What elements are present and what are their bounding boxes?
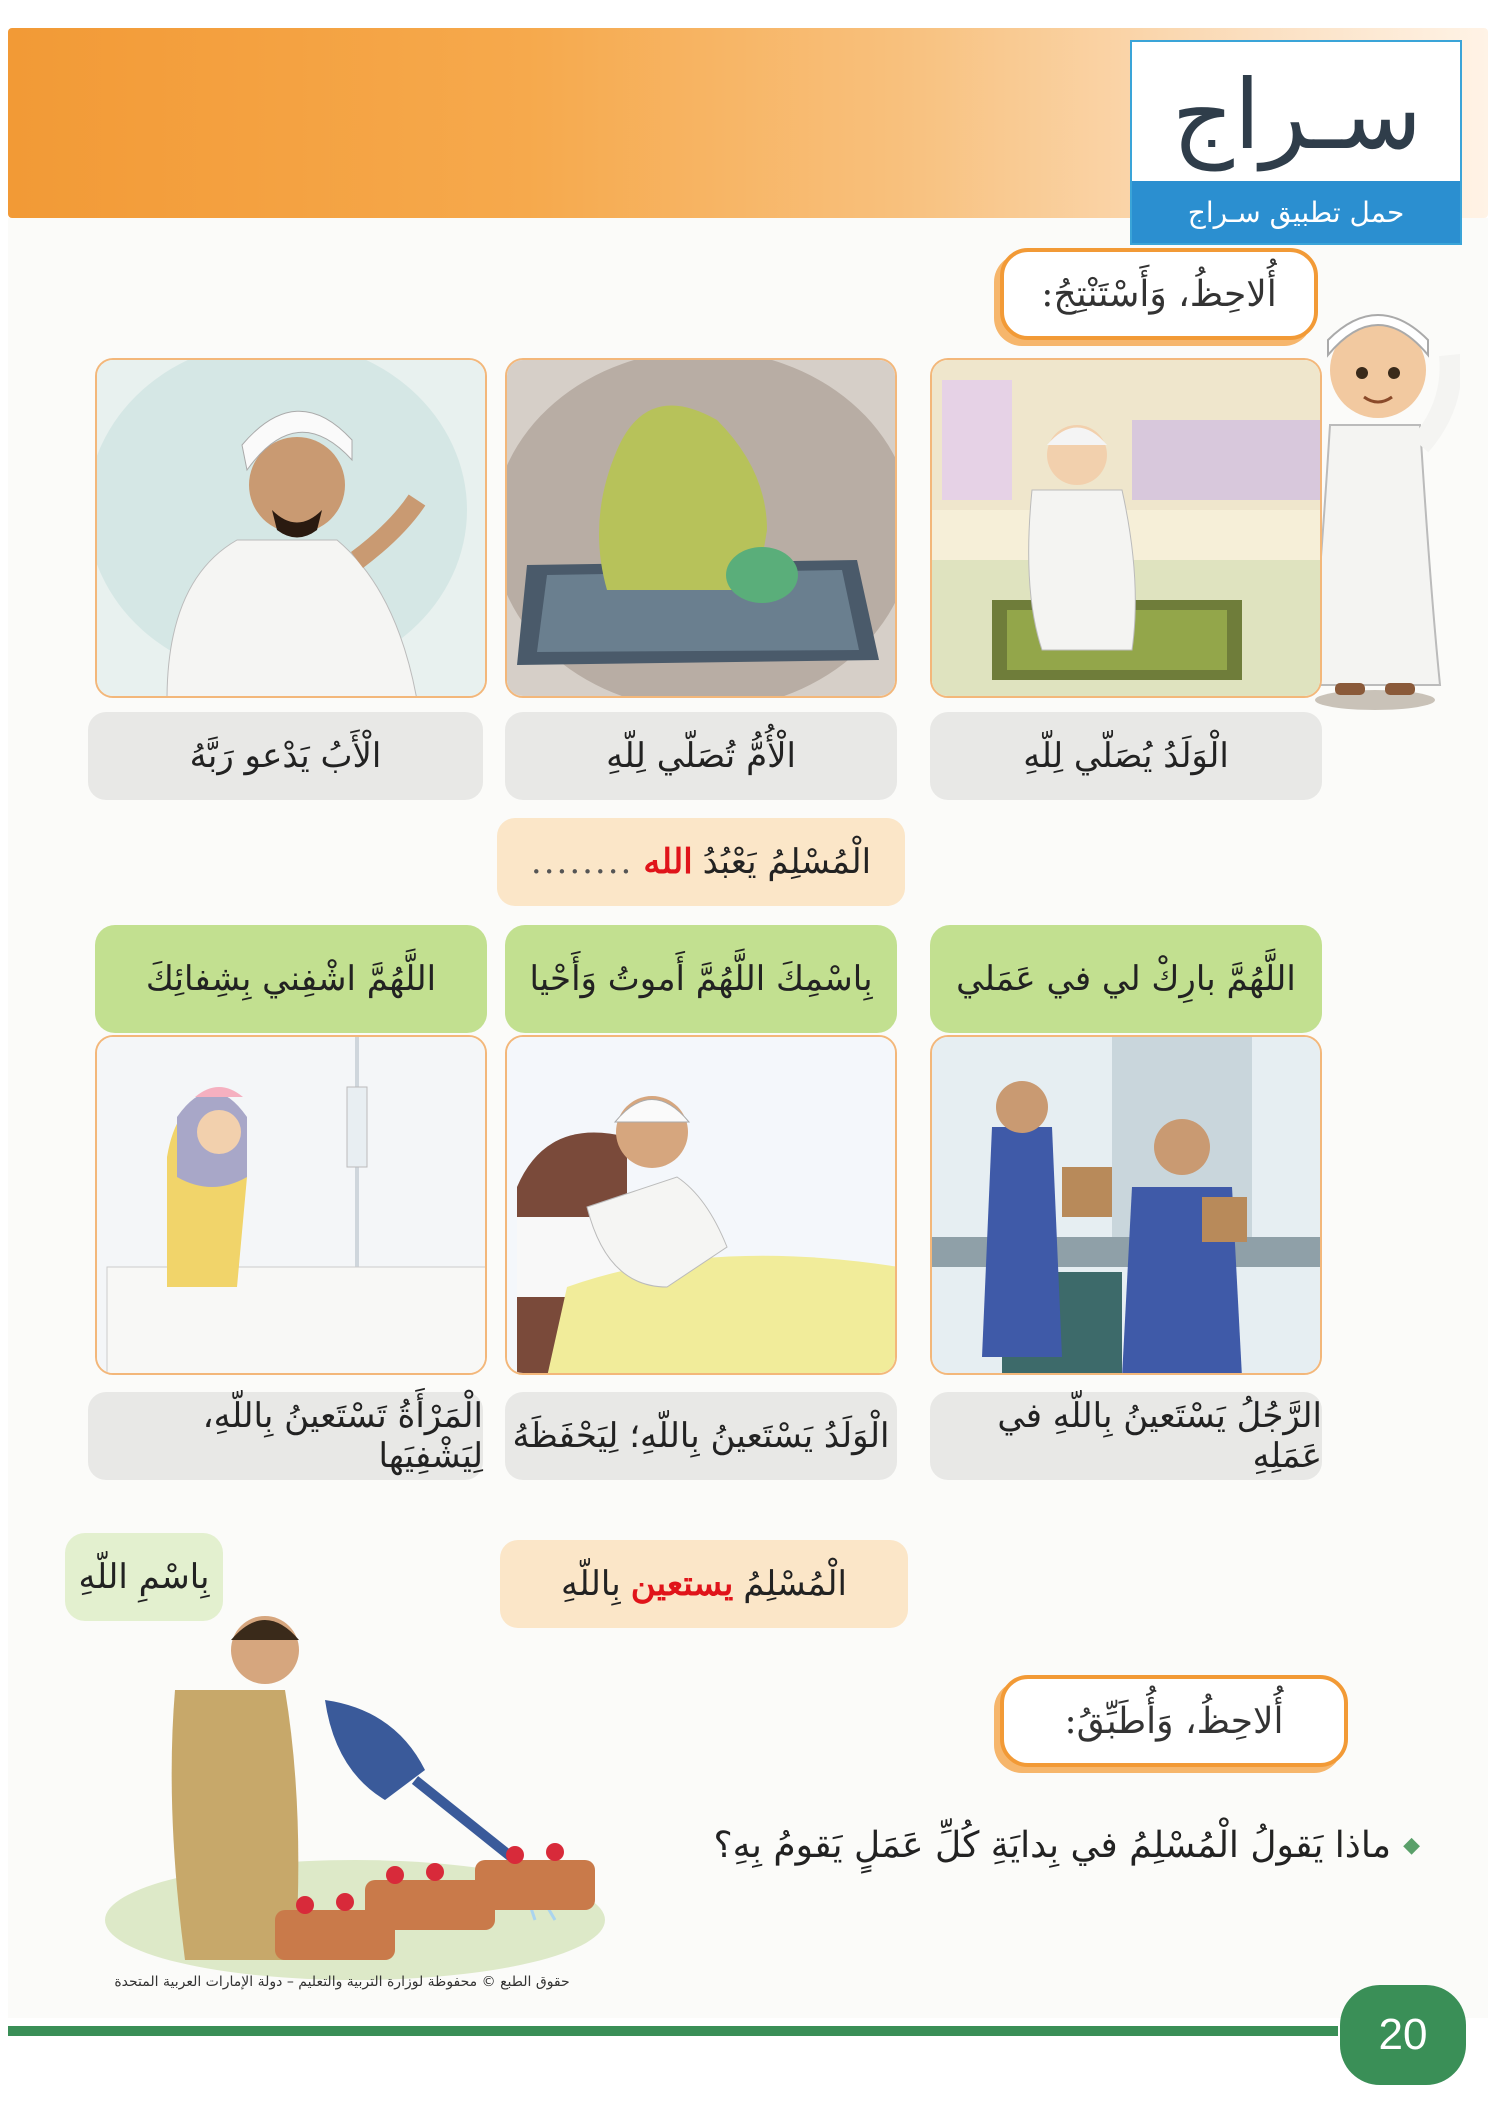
speech-boy-sleep-dua: بِاسْمِكَ اللَّهُمَّ أَموتُ وَأَحْيا [505, 925, 897, 1033]
father-supplicating-illustration [97, 360, 487, 698]
woman-in-hospital-illustration [97, 1037, 487, 1375]
caption-man-seeks-help-at-work: الرَّجُلُ يَسْتَعينُ بِاللّهِ في عَمَلِهِ [930, 1392, 1322, 1480]
speech-worker-dua: اللَّهُمَّ بارِكْ لي في عَمَلي [930, 925, 1322, 1033]
conclusion-muslim-worships [497, 818, 905, 906]
conclusion-dots: ........ [530, 842, 634, 882]
section-heading-observe-apply: أُلاحِظُ، وَأُطَبِّقُ: [1000, 1675, 1348, 1767]
conclusion2-prefix: الْمُسْلِمُ [743, 1564, 847, 1604]
speech-gardener-bismillah: بِاسْمِ اللّهِ [65, 1533, 223, 1621]
caption-boy-prays: الْوَلَدُ يُصَلّي لِلّهِ [930, 712, 1322, 800]
mother-praying-illustration [507, 360, 897, 698]
caption-boy-seeks-protection: الْوَلَدُ يَسْتَعينُ بِاللّهِ؛ لِيَحْفَظَهُ [505, 1392, 897, 1480]
boy-praying-illustration [932, 360, 1322, 698]
logo-tagline: حمل تطبيق سـراج [1132, 181, 1460, 243]
copyright-notice: حقوق الطبع © محفوظة لوزارة التربية والتعليم – دولة الإمارات العربية المتحدة [114, 1974, 570, 1990]
section-heading-observe-conclude: أُلاحِظُ، وَأَسْتَنْتِجُ: [1000, 248, 1318, 340]
question-label: ماذا يَقولُ الْمُسْلِمُ في بِدايَةِ كُلِّ عَمَلٍ يَقومُ بِهِ؟ [713, 1824, 1392, 1866]
page-number: 20 [1340, 1985, 1466, 2085]
card-men-working [930, 1035, 1322, 1375]
card-boy-praying [930, 358, 1322, 698]
logo-word: سـراج [1171, 59, 1423, 171]
gardener-watering-plants-illustration [95, 1560, 615, 1980]
conclusion-answer: الله [643, 842, 693, 882]
card-mother-praying [505, 358, 897, 698]
caption-woman-seeks-healing: الْمَرْأَةُ تَسْتَعينُ بِاللّهِ، لِيَشْفِيَها [88, 1392, 483, 1480]
conclusion-prefix: الْمُسْلِمُ يَعْبُدُ [702, 842, 872, 882]
boy-in-bed-illustration [507, 1037, 897, 1375]
caption-father-supplicates: الْأَبُ يَدْعو رَبَّهُ [88, 712, 483, 800]
question-text [560, 1810, 1420, 1880]
bullet-icon: ◆ [1403, 1832, 1420, 1858]
conclusion2-suffix: بِاللّهِ [561, 1564, 621, 1604]
speech-woman-healing-dua: اللَّهُمَّ اشْفِني بِشِفائِكَ [95, 925, 487, 1033]
caption-mother-prays: الْأُمُّ تُصَلّي لِلّهِ [505, 712, 897, 800]
card-woman-in-hospital [95, 1035, 487, 1375]
footer-line [8, 2026, 1338, 2036]
card-boy-in-bed [505, 1035, 897, 1375]
siraj-logo[interactable] [1130, 40, 1462, 245]
men-working-illustration [932, 1037, 1322, 1375]
card-father-supplicating [95, 358, 487, 698]
conclusion2-answer: يستعين [630, 1564, 734, 1604]
